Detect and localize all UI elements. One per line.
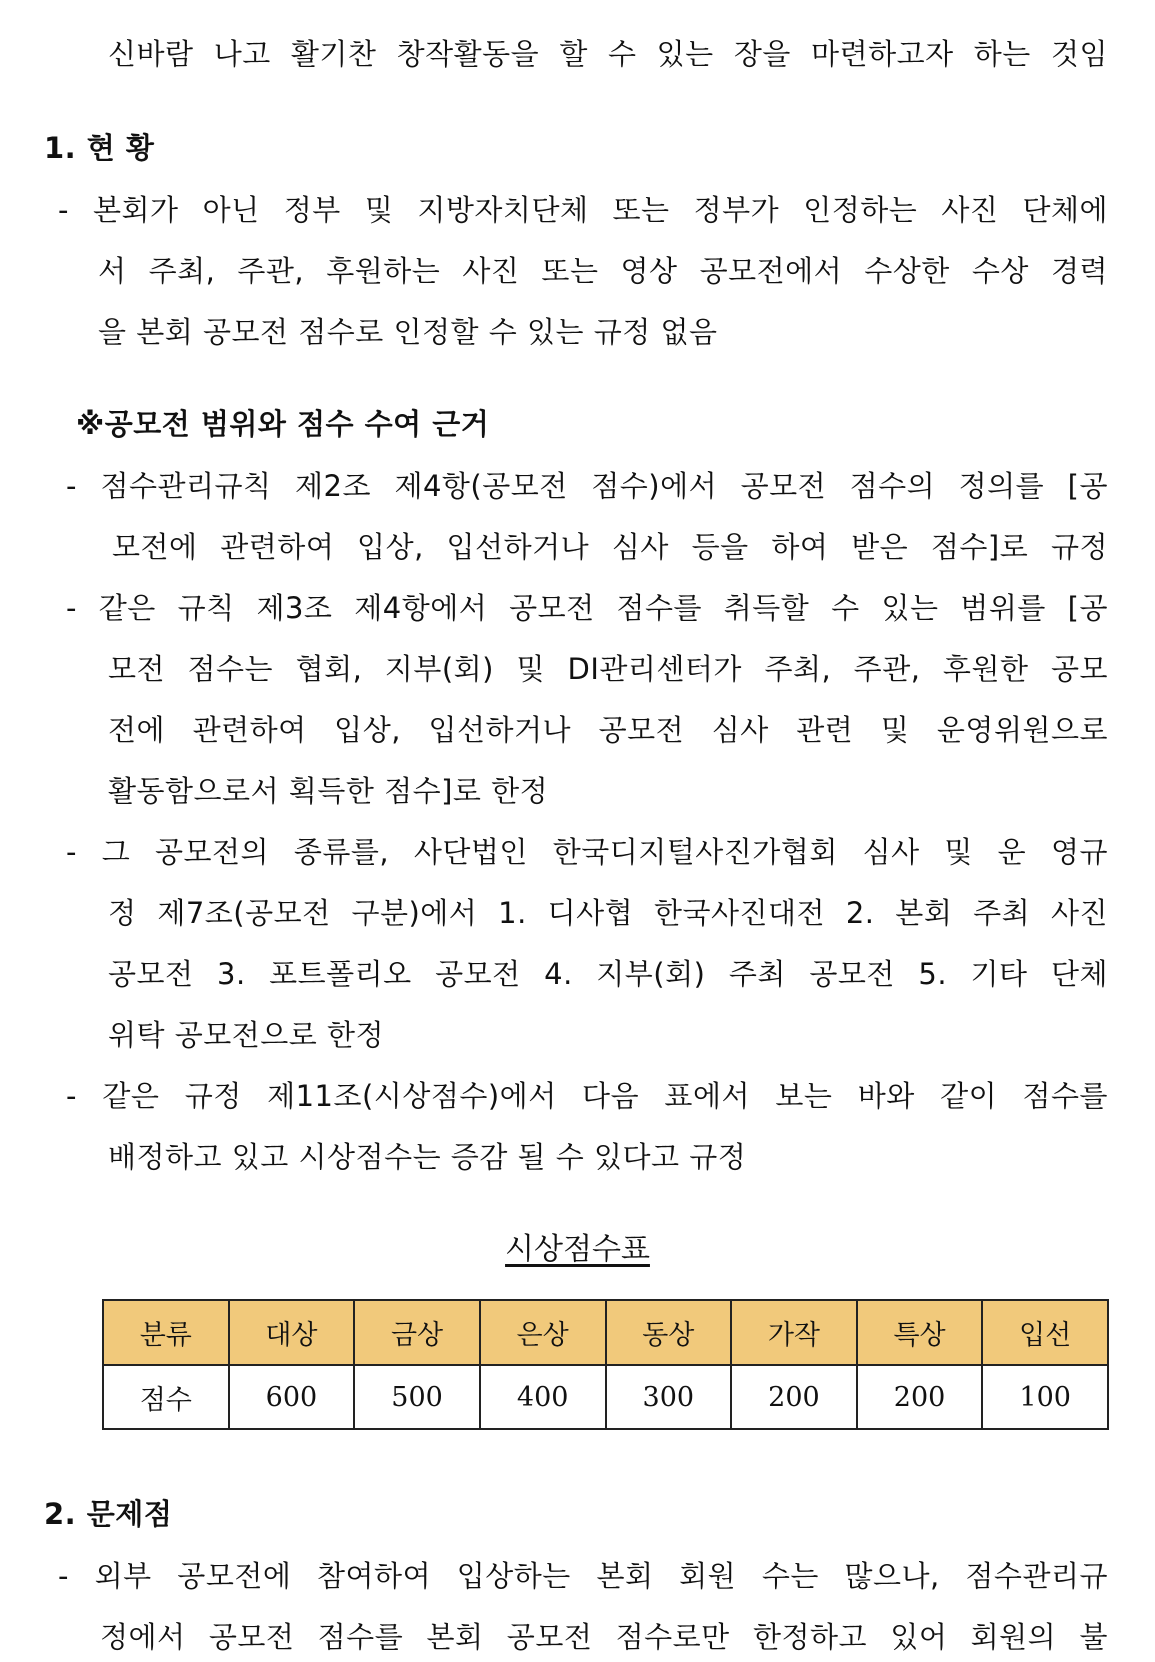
bullet-4-line: 배정하고 있고 시상점수는 증감 될 수 있다고 규정 <box>108 1140 747 1174</box>
bullet-1-line: 모전에 관련하여 입상, 입선하거나 심사 등을 하여 받은 점수]로 규정 <box>112 530 1108 564</box>
bullet-2-line: 전에 관련하여 입상, 입선하거나 공모전 심사 관련 및 운영위원으로 <box>108 713 1108 747</box>
bullet-1-line: - 점수관리규칙 제2조 제4항(공모전 점수)에서 공모전 점수의 정의를 [공 <box>66 469 1108 503</box>
table-caption-text: 시상점수표 <box>505 1232 650 1267</box>
bullet-3-line: 공모전 3. 포트폴리오 공모전 4. 지부(회) 주최 공모전 5. 기타 단체 <box>108 957 1108 991</box>
header-cell: 동상 <box>606 1300 732 1365</box>
section-2-paragraph-line: - 외부 공모전에 참여하여 입상하는 본회 회원 수는 많으나, 점수관리규 <box>58 1559 1108 1593</box>
data-cell: 300 <box>606 1365 732 1429</box>
bullet-3-line: - 그 공모전의 종류를, 사단법인 한국디지털사진가협회 심사 및 운 영규 <box>66 835 1108 869</box>
section-2-title: 2. 문제점 <box>44 1497 173 1531</box>
header-cell: 특상 <box>857 1300 983 1365</box>
bullet-3-line: 정 제7조(공모전 구분)에서 1. 디사협 한국사진대전 2. 본회 주최 사진 <box>108 896 1108 930</box>
header-cell: 가작 <box>731 1300 857 1365</box>
table-header-row <box>103 1300 1108 1365</box>
header-cell: 대상 <box>229 1300 355 1365</box>
section-1-paragraph-line: 서 주최, 주관, 후원하는 사진 또는 영상 공모전에서 수상한 수상 경력 <box>98 254 1108 288</box>
data-cell: 200 <box>731 1365 857 1429</box>
header-cell: 입선 <box>982 1300 1108 1365</box>
section-2-paragraph-line: 정에서 공모전 점수를 본회 공모전 점수로만 한정하고 있어 회원의 불 <box>100 1620 1108 1654</box>
note-title: ※공모전 범위와 점수 수여 근거 <box>76 407 490 441</box>
data-cell: 100 <box>982 1365 1108 1429</box>
section-1-paragraph-line: 을 본회 공모전 점수로 인정할 수 있는 규정 없음 <box>98 315 718 349</box>
data-cell: 500 <box>354 1365 480 1429</box>
bullet-2-line: 활동함으로서 획득한 점수]로 한정 <box>108 774 549 808</box>
header-cell: 분류 <box>103 1300 229 1365</box>
table-caption <box>0 1232 1155 1268</box>
bullet-4-line: - 같은 규정 제11조(시상점수)에서 다음 표에서 보는 바와 같이 점수를 <box>66 1079 1108 1113</box>
data-cell: 200 <box>857 1365 983 1429</box>
bullet-2-line: - 같은 규칙 제3조 제4항에서 공모전 점수를 취득할 수 있는 범위를 [공 <box>66 591 1108 625</box>
section-1-title: 1. 현 황 <box>44 131 155 165</box>
data-cell: 600 <box>229 1365 355 1429</box>
data-cell: 400 <box>480 1365 606 1429</box>
header-cell: 금상 <box>354 1300 480 1365</box>
data-cell: 점수 <box>103 1365 229 1429</box>
score-table <box>102 1299 1109 1430</box>
table-row <box>103 1365 1108 1429</box>
bullet-3-line: 위탁 공모전으로 한정 <box>108 1018 385 1052</box>
header-cell: 은상 <box>480 1300 606 1365</box>
intro-line: 신바람 나고 활기찬 창작활동을 할 수 있는 장을 마련하고자 하는 것임 <box>108 37 1108 71</box>
section-1-paragraph-line: - 본회가 아닌 정부 및 지방자치단체 또는 정부가 인정하는 사진 단체에 <box>58 193 1108 227</box>
bullet-2-line: 모전 점수는 협회, 지부(회) 및 DI관리센터가 주최, 주관, 후원한 공모 <box>108 652 1108 686</box>
